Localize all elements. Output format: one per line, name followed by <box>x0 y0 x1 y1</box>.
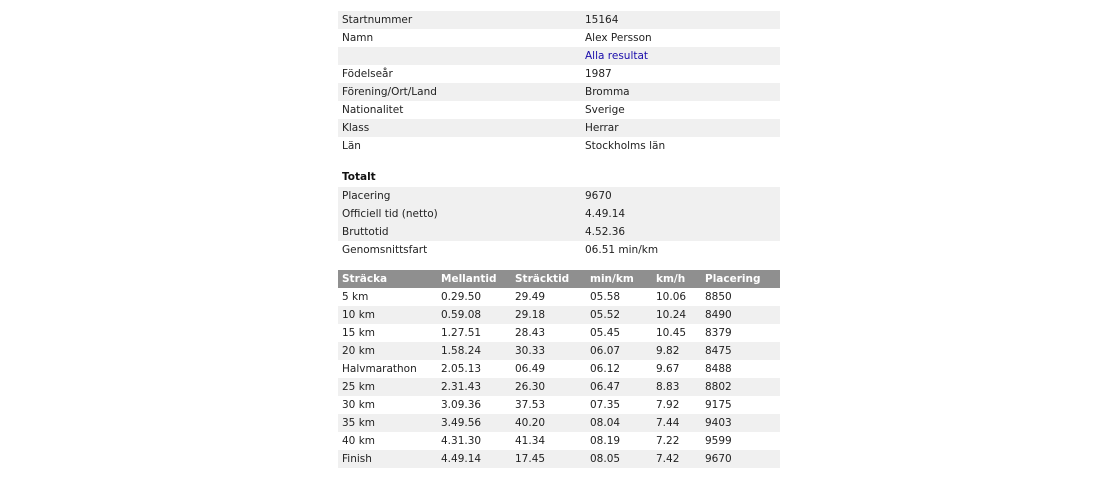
split-distance: 20 km <box>342 345 376 357</box>
split-pace: 05.58 <box>590 291 621 303</box>
splits-table <box>338 270 780 468</box>
info-label: Klass <box>342 122 370 134</box>
split-speed: 7.42 <box>656 453 680 465</box>
info-value: Bromma <box>585 86 630 98</box>
split-segment-time: 06.49 <box>515 363 546 375</box>
info-row-startnummer <box>338 11 780 29</box>
split-speed: 7.22 <box>656 435 680 447</box>
split-row <box>338 360 780 378</box>
split-speed: 9.67 <box>656 363 680 375</box>
info-value: Stockholms län <box>585 140 666 152</box>
split-row <box>338 288 780 306</box>
info-row-fodelsear <box>338 65 780 83</box>
split-cumulative-time: 2.05.13 <box>441 363 482 375</box>
split-cumulative-time: 1.58.24 <box>441 345 482 357</box>
split-cumulative-time: 1.27.51 <box>441 327 482 339</box>
totals-row-bruttotid <box>338 223 780 241</box>
split-pace: 08.19 <box>590 435 621 447</box>
split-segment-time: 17.45 <box>515 453 546 465</box>
split-segment-time: 41.34 <box>515 435 546 447</box>
split-placement: 8850 <box>705 291 732 303</box>
info-label: Län <box>342 140 361 152</box>
split-placement: 8488 <box>705 363 732 375</box>
split-speed: 10.24 <box>656 309 687 321</box>
split-cumulative-time: 3.49.56 <box>441 417 482 429</box>
split-placement: 9670 <box>705 453 732 465</box>
split-row <box>338 396 780 414</box>
info-value: 1987 <box>585 68 612 80</box>
split-distance: 15 km <box>342 327 376 339</box>
info-row-namn <box>338 29 780 47</box>
split-row <box>338 450 780 468</box>
split-pace: 07.35 <box>590 399 621 411</box>
split-placement: 9175 <box>705 399 732 411</box>
totals-row-placering <box>338 187 780 205</box>
split-cumulative-time: 0.59.08 <box>441 309 482 321</box>
column-header-placering: Placering <box>701 270 780 288</box>
totals-value: 4.49.14 <box>585 208 626 220</box>
split-placement: 8379 <box>705 327 732 339</box>
totals-row-genomsnittsfart <box>338 241 780 259</box>
split-pace: 05.52 <box>590 309 621 321</box>
split-pace: 06.47 <box>590 381 621 393</box>
info-value: Sverige <box>585 104 625 116</box>
split-speed: 7.92 <box>656 399 680 411</box>
split-row <box>338 378 780 396</box>
split-row <box>338 414 780 432</box>
info-row-nationalitet <box>338 101 780 119</box>
split-distance: 5 km <box>342 291 369 303</box>
info-label <box>338 47 581 65</box>
split-placement: 8802 <box>705 381 732 393</box>
split-cumulative-time: 2.31.43 <box>441 381 482 393</box>
split-distance: 30 km <box>342 399 376 411</box>
split-pace: 06.07 <box>590 345 621 357</box>
info-value: Herrar <box>585 122 619 134</box>
split-speed: 7.44 <box>656 417 680 429</box>
split-speed: 10.06 <box>656 291 687 303</box>
totals-label: Officiell tid (netto) <box>342 208 438 220</box>
split-distance: Finish <box>342 453 372 465</box>
totals-row-officiell-tid <box>338 205 780 223</box>
split-row <box>338 432 780 450</box>
split-speed: 8.83 <box>656 381 680 393</box>
info-label: Förening/Ort/Land <box>342 86 437 98</box>
totals-value: 9670 <box>585 190 612 202</box>
info-row-lan <box>338 137 780 155</box>
splits-header-row <box>338 270 780 288</box>
info-value: 15164 <box>585 14 619 26</box>
split-distance: Halvmarathon <box>342 363 417 375</box>
info-row-all-results <box>338 47 780 65</box>
totals-title: Totalt <box>342 171 376 183</box>
split-placement: 8490 <box>705 309 732 321</box>
split-row <box>338 306 780 324</box>
result-page <box>338 11 780 468</box>
split-row <box>338 324 780 342</box>
runner-info-table <box>338 11 780 155</box>
split-segment-time: 26.30 <box>515 381 546 393</box>
split-pace: 06.12 <box>590 363 621 375</box>
totals-label: Genomsnittsfart <box>342 244 428 256</box>
column-header-stracktid: Sträcktid <box>511 270 586 288</box>
split-cumulative-time: 0.29.50 <box>441 291 482 303</box>
split-segment-time: 29.18 <box>515 309 546 321</box>
split-placement: 8475 <box>705 345 732 357</box>
split-segment-time: 28.43 <box>515 327 546 339</box>
info-label: Startnummer <box>342 14 413 26</box>
split-pace: 08.05 <box>590 453 621 465</box>
column-header-min-per-km: min/km <box>586 270 652 288</box>
split-distance: 10 km <box>342 309 376 321</box>
split-speed: 9.82 <box>656 345 680 357</box>
info-value <box>581 47 780 65</box>
totals-label: Placering <box>342 190 391 202</box>
split-row <box>338 342 780 360</box>
split-cumulative-time: 4.31.30 <box>441 435 482 447</box>
split-speed: 10.45 <box>656 327 687 339</box>
totals-value: 4.52.36 <box>585 226 626 238</box>
info-label: Födelseår <box>342 68 393 80</box>
split-cumulative-time: 3.09.36 <box>441 399 482 411</box>
split-cumulative-time: 4.49.14 <box>441 453 482 465</box>
info-row-klass <box>338 119 780 137</box>
split-distance: 35 km <box>342 417 376 429</box>
column-header-stracka: Sträcka <box>338 270 437 288</box>
info-label: Nationalitet <box>342 104 404 116</box>
info-label: Namn <box>342 32 374 44</box>
split-pace: 05.45 <box>590 327 621 339</box>
info-value: Alex Persson <box>585 32 652 44</box>
split-pace: 08.04 <box>590 417 621 429</box>
totals-label: Bruttotid <box>342 226 389 238</box>
column-header-mellantid: Mellantid <box>437 270 511 288</box>
column-header-km-per-h: km/h <box>652 270 701 288</box>
split-segment-time: 37.53 <box>515 399 546 411</box>
split-segment-time: 40.20 <box>515 417 546 429</box>
info-row-forening <box>338 83 780 101</box>
split-placement: 9599 <box>705 435 732 447</box>
split-segment-time: 29.49 <box>515 291 546 303</box>
splits-body <box>338 288 780 468</box>
split-distance: 25 km <box>342 381 376 393</box>
split-distance: 40 km <box>342 435 376 447</box>
split-placement: 9403 <box>705 417 732 429</box>
all-results-link[interactable]: Alla resultat <box>585 50 649 62</box>
split-segment-time: 30.33 <box>515 345 546 357</box>
totals-table <box>338 187 780 259</box>
totals-value: 06.51 min/km <box>585 244 659 256</box>
